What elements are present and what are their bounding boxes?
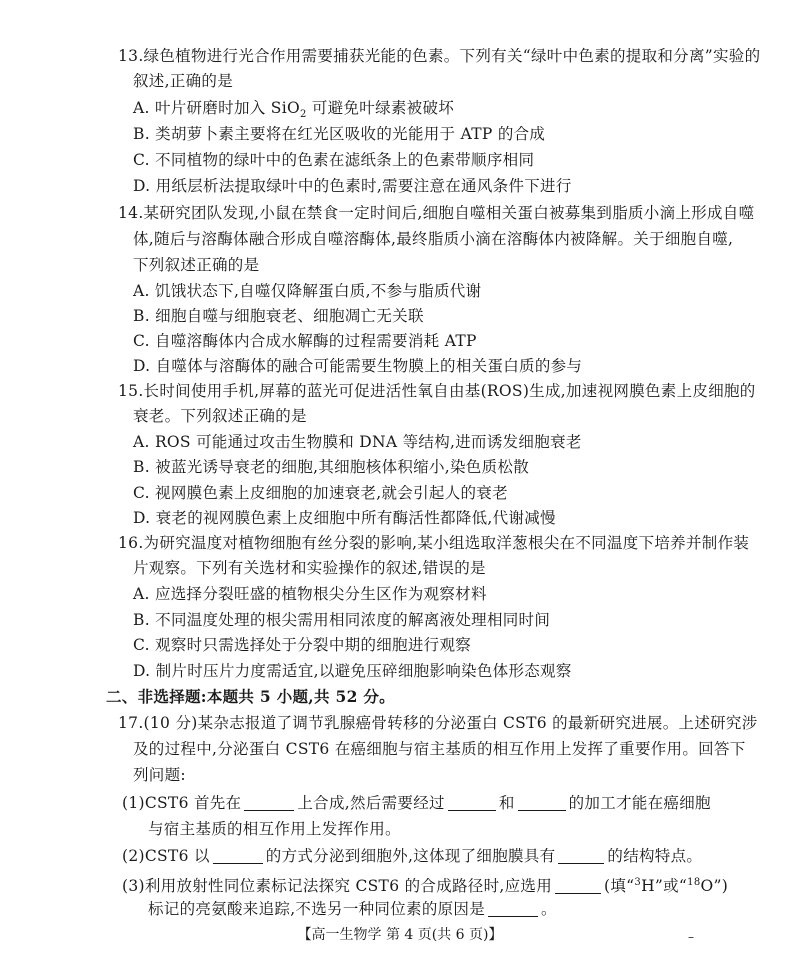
answer-blank-5[interactable]: [558, 847, 604, 864]
q14-stem-line2: 体,随后与溶酶体融合形成自噬溶酶体,最终脂质小滴在溶酶体内被降解。关于细胞自噬,: [133, 230, 734, 248]
q17-part3-line1: [122, 872, 728, 897]
q15-option-d: D. 衰老的视网膜色素上皮细胞中所有酶活性都降低,代谢减慢: [133, 509, 556, 527]
q16-option-c: C. 观察时只需选择处于分裂中期的细胞进行观察: [133, 636, 472, 654]
q17-part1-line2: 与宿主基质的相互作用上发挥作用。: [148, 820, 401, 838]
q17-part2-text-c: 的结构特点。: [607, 847, 703, 865]
q13-option-a-text: A. 叶片研磨时加入 SiO: [133, 99, 300, 117]
q13-option-a: [133, 97, 454, 126]
q17-part2-text-b: 的方式分泌到细胞外,这体现了细胞膜具有: [265, 847, 556, 865]
q17-stem-line3: 列问题:: [133, 766, 186, 784]
q17-part3-text-d: O”): [700, 877, 729, 896]
q14-option-c: C. 自噬溶酶体内合成水解酶的过程需要消耗 ATP: [133, 332, 477, 350]
q16-stem-line2: 片观察。下列有关选材和实验操作的叙述,错误的是: [133, 559, 486, 577]
q17-part1-text-c: 和: [498, 794, 515, 812]
page-footer: 【高一生物学 第 4 页(共 6 页)】: [297, 927, 503, 943]
q16-option-b: B. 不同温度处理的根尖需用相同浓度的解离液处理相同时间: [133, 611, 551, 629]
answer-blank-7[interactable]: [488, 900, 538, 917]
q13-option-d: D. 用纸层析法提取绿叶中的色素时,需要注意在通风条件下进行: [133, 177, 572, 195]
q14-option-a: A. 饥饿状态下,自噬仅降解蛋白质,不参与脂质代谢: [133, 282, 482, 300]
q17-part3-text-c: H”或“: [641, 877, 688, 896]
q15-option-c: C. 视网膜色素上皮细胞的加速衰老,就会引起人的衰老: [133, 484, 508, 502]
answer-blank-1[interactable]: [244, 794, 294, 811]
q14-option-d: D. 自噬体与溶酶体的融合可能需要生物膜上的相关蛋白质的参与: [133, 357, 583, 375]
q17-stem-line2: 及的过程中,分泌蛋白 CST6 在癌细胞与宿主基质的相互作用上发挥了重要作用。回答下: [133, 740, 746, 758]
q13-stem-line2: 叙述,正确的是: [133, 72, 234, 90]
q15-stem-line1: 15.长时间使用手机,屏幕的蓝光可促进活性氧自由基(ROS)生成,加速视网膜色素上皮细胞的: [118, 382, 756, 400]
q17-part3-text-e: 标记的亮氨酸来追踪,不选另一种同位素的原因是: [148, 900, 486, 918]
q17-part2-text-a: (2)CST6 以: [122, 847, 210, 865]
q14-option-b: B. 细胞自噬与细胞衰老、细胞凋亡无关联: [133, 307, 424, 325]
corner-mark: –: [688, 930, 694, 944]
answer-blank-4[interactable]: [213, 847, 263, 864]
q17-stem-line1: 17.(10 分)某杂志报道了调节乳腺癌骨转移的分泌蛋白 CST6 的最新研究进展。上述研究涉: [118, 714, 758, 732]
isotope-superscript-3: 3: [634, 877, 642, 888]
answer-blank-2[interactable]: [448, 794, 496, 811]
q14-stem-line1: 14.某研究团队发现,小鼠在禁食一定时间后,细胞自噬相关蛋白被募集到脂质小滴上形成自噬: [118, 204, 755, 222]
q13-option-b: B. 类胡萝卜素主要将在红光区吸收的光能用于 ATP 的合成: [133, 125, 546, 143]
q13-option-a-subscript: 2: [299, 109, 307, 121]
q17-part1-text-b: 上合成,然后需要经过: [297, 794, 445, 812]
answer-blank-6[interactable]: [555, 877, 601, 894]
section-heading: 二、非选择题:本题共 5 小题,共 52 分。: [106, 687, 395, 706]
q17-part1-line1: [122, 792, 711, 814]
q13-option-a-text-end: 可避免叶绿素被破坏: [306, 99, 455, 117]
q13-option-c: C. 不同植物的绿叶中的色素在滤纸条上的色素带顺序相同: [133, 151, 535, 169]
q17-part3-text-a: (3)利用放射性同位素标记法探究 CST6 的合成路径时,应选用: [122, 877, 553, 896]
q15-option-b: B. 被蓝光诱导衰老的细胞,其细胞核体积缩小,染色质松散: [133, 458, 529, 476]
answer-blank-3[interactable]: [518, 794, 566, 811]
q17-part3-text-f: 。: [541, 900, 557, 918]
q16-option-d: D. 制片时压片力度需适宜,以避免压碎细胞影响染色体形态观察: [133, 662, 572, 680]
q17-part1-text-a: (1)CST6 首先在: [122, 794, 242, 812]
q17-part1-text-d: 的加工才能在癌细胞: [568, 794, 711, 812]
q16-option-a: A. 应选择分裂旺盛的植物根尖分生区作为观察材料: [133, 585, 487, 603]
isotope-superscript-18: 18: [687, 877, 701, 888]
q15-option-a: A. ROS 可能通过攻击生物膜和 DNA 等结构,进而诱发细胞衰老: [133, 433, 582, 451]
q17-part2: [122, 845, 702, 867]
q13-stem-line1: 13.绿色植物进行光合作用需要捕获光能的色素。下列有关“绿叶中色素的提取和分离”实验的: [118, 47, 761, 65]
q17-part3-text-b: (填“: [604, 877, 635, 896]
q16-stem-line1: 16.为研究温度对植物细胞有丝分裂的影响,某小组选取洋葱根尖在不同温度下培养并制作装: [118, 534, 750, 552]
q14-stem-line3: 下列叙述正确的是: [133, 256, 260, 274]
q15-stem-line2: 衰老。下列叙述正确的是: [133, 407, 307, 425]
q17-part3-line2: [148, 898, 557, 920]
